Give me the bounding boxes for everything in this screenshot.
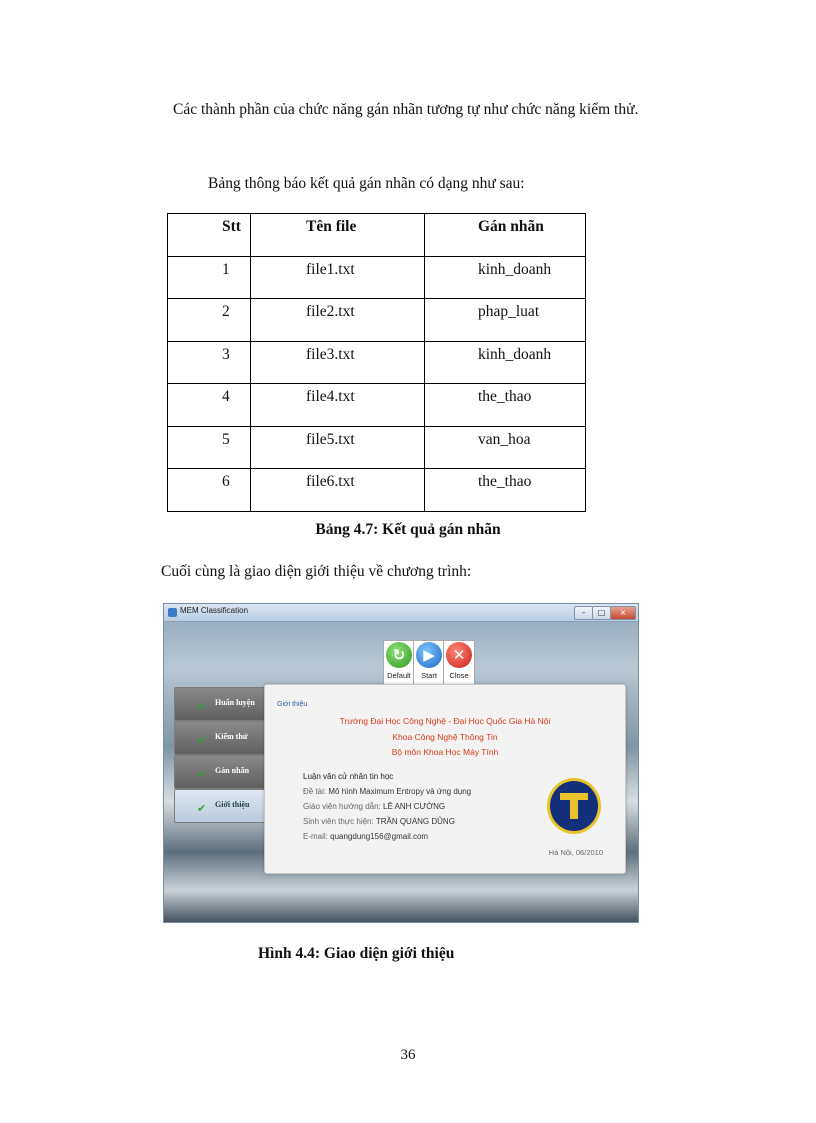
checkmark-icon: ✔ [197,802,207,815]
play-icon: ▶ [416,642,442,668]
school-name: Trường Đại Học Công Nghệ - Đại Học Quốc Gia Hà Nội [339,716,551,726]
student-line [303,817,455,826]
window-title: MEM Classification [180,606,249,615]
advisor-label: Giáo viên hướng dẫn: [303,802,381,811]
header-stt: Stt [168,214,251,257]
email-value: quangdung156@gmail.com [330,832,429,841]
sidebar-item-training[interactable] [174,687,268,721]
cell-stt: 4 [168,384,251,427]
minimize-button[interactable]: – [574,606,593,620]
table-lead-paragraph: Bảng thông báo kết quả gán nhãn có dạng như sau: [208,175,525,192]
cell-label: the_thao [425,384,586,427]
email-label: E-mail: [303,832,328,841]
maximize-button[interactable]: □ [592,606,611,620]
faculty-name: Khoa Công Nghệ Thông Tin [392,732,498,742]
student-value: TRẦN QUANG DŨNG [375,817,455,826]
table-row [168,341,586,384]
topic-value: Mô hình Maximum Entropy và ứng dụng [328,787,472,796]
table-row [168,256,586,299]
topic-line [303,787,471,796]
result-table [167,213,586,512]
sidebar-item-testing[interactable] [174,721,268,755]
checkmark-icon: ✔ [197,700,207,713]
advisor-value: LÊ ANH CƯỜNG [383,802,446,811]
figure-caption: Hình 4.4: Giao diện giới thiệu [258,945,455,962]
table-caption: Bảng 4.7: Kết quả gán nhãn [315,521,501,538]
cell-filename: file5.txt [251,426,425,469]
start-button[interactable] [413,640,445,686]
final-paragraph: Cuối cùng là giao diện giới thiệu về chương trình: [161,563,472,580]
table-row [168,469,586,512]
cell-filename: file1.txt [251,256,425,299]
university-logo [547,778,601,834]
cell-label: the_thao [425,469,586,512]
panel-title: Giới thiệu [277,701,308,708]
cell-stt: 2 [168,299,251,342]
cell-stt: 5 [168,426,251,469]
sidebar-item-label: Giới thiệu [215,800,250,809]
refresh-icon: ↻ [386,642,412,668]
advisor-line [303,802,445,811]
cell-filename: file4.txt [251,384,425,427]
department-name: Bộ môn Khoa Học Máy Tính [391,747,499,757]
sidebar-item-label: Gán nhãn [215,766,250,775]
checkmark-icon: ✔ [197,768,207,781]
cell-stt: 1 [168,256,251,299]
cell-filename: file6.txt [251,469,425,512]
cell-filename: file3.txt [251,341,425,384]
window-titlebar [164,604,638,622]
email-line [303,832,428,841]
app-icon [168,608,177,617]
cell-filename: file2.txt [251,299,425,342]
topic-label: Đề tài: [303,787,327,796]
intro-paragraph: Các thành phần của chức năng gán nhãn tương tự như chức năng kiểm thử. [173,101,639,118]
date-text: Hà Nội, 06/2010 [548,848,603,857]
cell-label: kinh_doanh [425,341,586,384]
sidebar-item-label: Huấn luyện [215,698,255,707]
table-row [168,299,586,342]
table-header-row [168,214,586,257]
header-label: Gán nhãn [425,214,586,257]
default-button[interactable] [383,640,415,686]
close-icon: ✕ [446,642,472,668]
thesis-type: Luận văn cử nhân tin học [303,772,394,781]
cell-stt: 6 [168,469,251,512]
checkmark-icon: ✔ [197,734,207,747]
start-button-label: Start [421,671,437,680]
app-screenshot [163,603,639,923]
sidebar-item-labeling[interactable] [174,755,268,789]
cell-label: kinh_doanh [425,256,586,299]
cell-stt: 3 [168,341,251,384]
page-number: 36 [400,1047,416,1063]
sidebar-item-label: Kiểm thử [215,732,248,741]
header-filename: Tên file [251,214,425,257]
default-button-label: Default [387,671,411,680]
cell-label: phap_luat [425,299,586,342]
cell-label: van_hoa [425,426,586,469]
window-close-button[interactable]: × [610,606,636,620]
table-row [168,384,586,427]
close-button-label: Close [449,671,469,680]
sidebar-item-about[interactable] [174,789,268,823]
table-row [168,426,586,469]
student-label: Sinh viên thực hiện: [303,817,374,826]
about-panel [264,684,626,874]
close-button[interactable] [443,640,475,686]
